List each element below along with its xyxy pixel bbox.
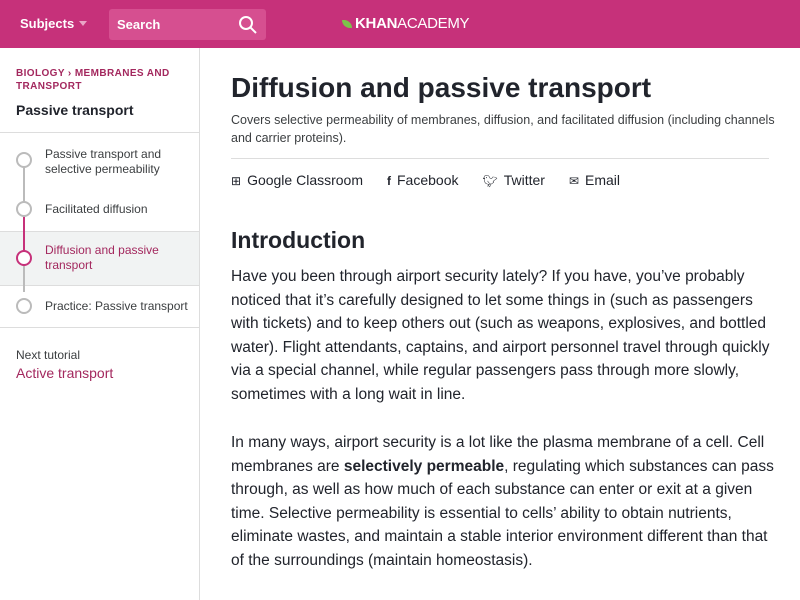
twitter-button[interactable]	[482, 172, 544, 188]
sidebar-item-passive-transport[interactable]	[0, 133, 199, 189]
breadcrumb: BIOLOGY › MEMBRANES AND TRANSPORT	[16, 68, 170, 92]
page-title: Diffusion and passive transport	[231, 72, 652, 103]
divider	[231, 158, 769, 159]
star-icon	[16, 298, 32, 314]
play-icon	[16, 201, 32, 217]
next-tutorial-link[interactable]: Active transport	[16, 365, 114, 381]
subjects-menu[interactable]	[20, 16, 87, 31]
item-label: Diffusion and passive transport	[45, 243, 159, 272]
next-tutorial	[16, 348, 113, 381]
paragraph-2	[231, 431, 776, 572]
sidebar-title: Passive transport	[16, 102, 134, 118]
item-label: Practice: Passive transport	[45, 299, 188, 313]
search-placeholder: Search	[117, 17, 161, 32]
label: Twitter	[503, 172, 545, 188]
label: Google Classroom	[247, 172, 363, 188]
khan-academy-logo[interactable]	[342, 15, 469, 32]
share-bar	[231, 172, 620, 188]
text: , regulating which substances can pass through, as well as how much of each substance can enter or exit at a given time. Selective permeability is essential to cells’ ability to obtain nutrients, eliminate wastes, and maintain a stable interior environment different than that of the surroundings (maintain homeostasis).	[231, 457, 774, 569]
next-tutorial-label: Next tutorial	[16, 348, 81, 362]
twitter-icon: 🐦︎	[482, 174, 498, 188]
google-classroom-icon: ⊞	[231, 174, 242, 188]
caret-down-icon	[79, 21, 87, 26]
top-bar	[0, 0, 800, 48]
sidebar	[0, 48, 200, 600]
sidebar-item-practice[interactable]	[0, 286, 199, 328]
progress-line	[23, 264, 25, 292]
article-icon	[16, 250, 32, 266]
breadcrumb-membranes[interactable]: MEMBRANES AND TRANSPORT	[16, 68, 170, 92]
label: Email	[585, 172, 621, 188]
play-icon	[16, 152, 32, 168]
breadcrumb-biology[interactable]: BIOLOGY	[16, 68, 65, 79]
search-input[interactable]	[109, 9, 266, 40]
sidebar-item-diffusion-active[interactable]	[0, 231, 199, 286]
paragraph-1: Have you been through airport security lately? If you have, you’ve probably noticed that it’s carefully designed to let some things in (such as passengers with tickets) and to keep others out (such as weapons, explosives, and bottled water). Flight attendants, captains, and airport personnel travel through quickly via a special channel, while regular passengers pass through more slowly, sometimes with a long wait in line.	[231, 268, 770, 403]
sidebar-item-facilitated-diffusion[interactable]	[0, 189, 199, 231]
logo-bold: KHAN	[355, 15, 398, 32]
text: In many ways, airport security is a lot like the plasma membrane of a cell. Cell membranes are	[231, 434, 765, 475]
item-label: Facilitated diffusion	[45, 202, 148, 216]
email-button[interactable]	[569, 172, 620, 188]
facebook-icon: f	[387, 174, 391, 188]
item-label: Passive transport and selective permeability	[45, 147, 162, 176]
email-icon: ✉	[568, 174, 580, 188]
tutorial-list	[0, 132, 199, 328]
leaf-icon	[342, 20, 352, 28]
logo-rest: ACADEMY	[397, 15, 470, 32]
facebook-button[interactable]	[387, 172, 458, 188]
bold-term: selectively permeable	[343, 457, 505, 475]
page-description: Covers selective permeability of membranes, diffusion, and facilitated diffusion (including channels and carrier proteins).	[231, 113, 775, 145]
section-heading: Introduction	[231, 227, 366, 253]
google-classroom-button[interactable]	[231, 172, 363, 188]
search-icon	[238, 15, 258, 35]
subjects-label: Subjects	[20, 16, 75, 31]
label: Facebook	[397, 172, 459, 188]
